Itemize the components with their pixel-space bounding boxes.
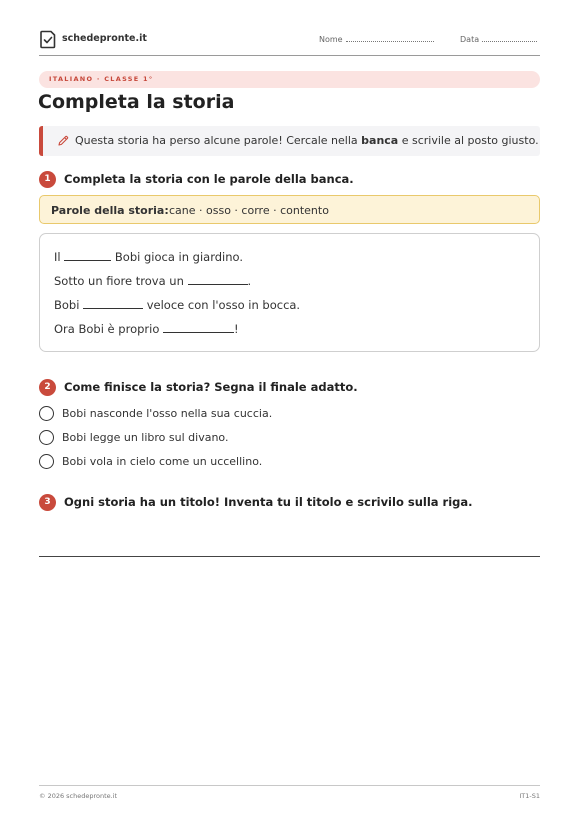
word-bank-words: cane · osso · corre · contento xyxy=(169,204,329,217)
instruction-after: e scrivile al posto giusto. xyxy=(401,134,539,147)
radio-circle-icon[interactable] xyxy=(39,406,54,421)
radio-circle-icon[interactable] xyxy=(39,454,54,469)
answer-blank[interactable] xyxy=(188,275,248,285)
answer-blank[interactable] xyxy=(83,299,143,309)
page-title: Completa la storia xyxy=(38,91,235,113)
instruction-bold: banca xyxy=(361,134,399,147)
story-text: . xyxy=(247,274,252,288)
story-text: Sotto un fiore trova un xyxy=(54,274,184,288)
story-line xyxy=(54,322,239,336)
instruction-box xyxy=(39,126,540,156)
date-field[interactable] xyxy=(460,35,537,44)
name-dotted-line xyxy=(346,41,434,42)
title-answer-line[interactable] xyxy=(39,556,540,557)
subject-label: ITALIANO · CLASSE 1° xyxy=(49,75,154,83)
checklist-logo-icon xyxy=(39,30,56,49)
question-number-badge: 1 xyxy=(39,171,56,188)
name-field[interactable] xyxy=(319,35,434,44)
story-text: ! xyxy=(234,322,239,336)
story-text: Bobi xyxy=(54,298,80,312)
story-text: Ora Bobi è proprio xyxy=(54,322,160,336)
date-dotted-line xyxy=(482,41,537,42)
instruction-before: Questa storia ha perso alcune parole! Cercale nella xyxy=(75,134,358,147)
brand-name: schedepronte.it xyxy=(62,33,147,44)
story-line xyxy=(54,250,243,264)
word-bank xyxy=(39,195,540,224)
question-text: Come finisce la storia? Segna il finale adatto. xyxy=(64,380,358,394)
radio-circle-icon[interactable] xyxy=(39,430,54,445)
instruction-text xyxy=(75,134,539,147)
question-text: Completa la storia con le parole della banca. xyxy=(64,172,354,186)
answer-blank[interactable] xyxy=(64,251,111,261)
story-text: Il xyxy=(54,250,61,264)
page-footer xyxy=(39,785,540,800)
footer-copyright: © 2026 schedepronte.it xyxy=(39,792,118,800)
footer-code: IT1-S1 xyxy=(519,792,540,800)
story-line xyxy=(54,274,251,288)
date-label: Data xyxy=(460,35,480,44)
page-header xyxy=(39,30,540,56)
option-text: Bobi nasconde l'osso nella sua cuccia. xyxy=(62,407,273,420)
story-text: Bobi gioca in giardino. xyxy=(114,250,244,264)
subject-bar xyxy=(39,71,540,88)
story-box xyxy=(39,233,540,352)
story-text: veloce con l'osso in bocca. xyxy=(146,298,301,312)
question-number-badge: 3 xyxy=(39,494,56,511)
name-label: Nome xyxy=(319,35,343,44)
question-number-badge: 2 xyxy=(39,379,56,396)
pencil-icon xyxy=(57,135,69,147)
option-text: Bobi legge un libro sul divano. xyxy=(62,431,229,444)
answer-blank[interactable] xyxy=(163,323,234,333)
option-text: Bobi vola in cielo come un uccellino. xyxy=(62,455,263,468)
question-text: Ogni storia ha un titolo! Inventa tu il titolo e scrivilo sulla riga. xyxy=(64,495,473,509)
story-line xyxy=(54,298,300,312)
word-bank-label: Parole della storia: xyxy=(51,204,169,217)
